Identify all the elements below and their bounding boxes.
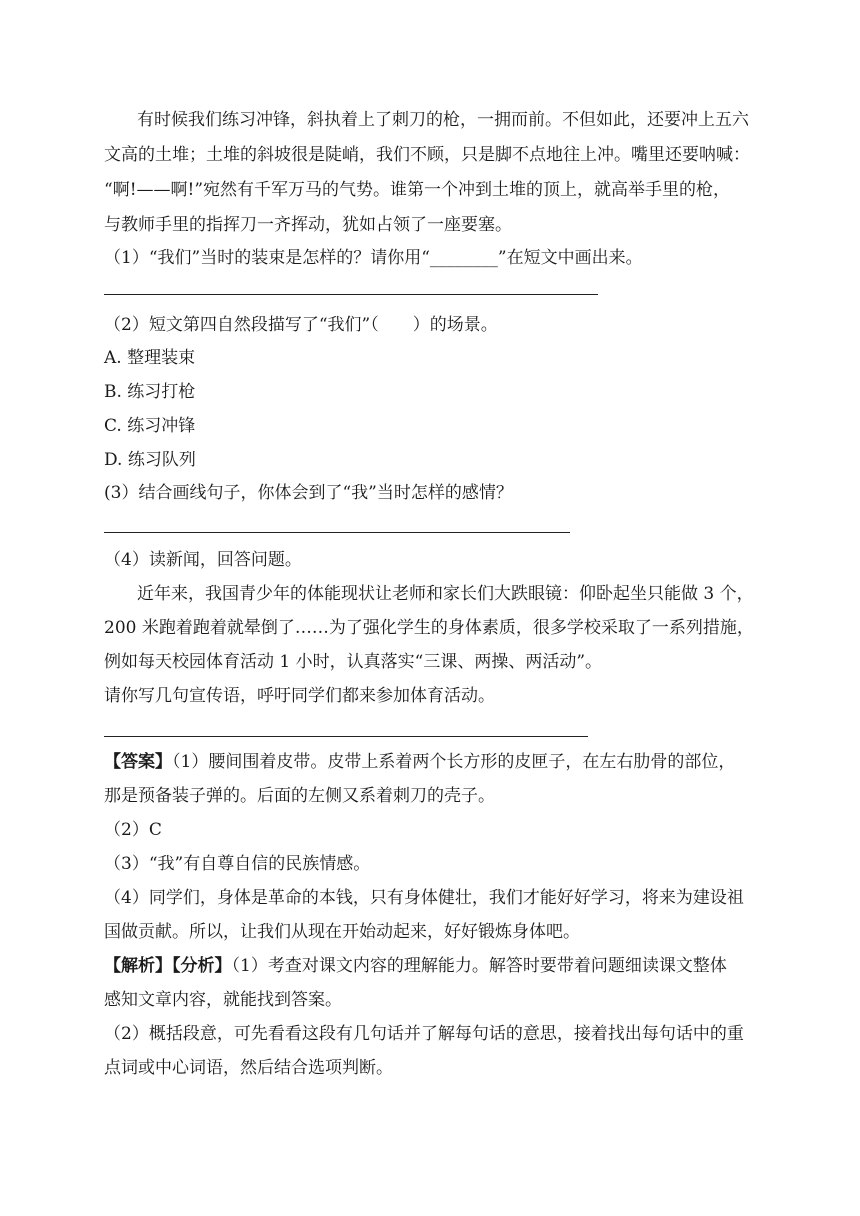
passage-line: “啊!——啊!”宛然有千军万马的气势。谁第一个冲到土堆的顶上，就高举手里的枪， [104,180,731,200]
analysis-label: 【解析】【分析】 [104,956,232,976]
news-line: 近年来，我国青少年的体能现状让老师和家长们大跌眼镜：仰卧起坐只能做 3 个， [137,584,754,604]
answer-3: （3）“我”有自尊自信的民族情感。 [104,854,371,874]
analysis-2-line: （2）概括段意，可先看看这段有几句话并了解每句话的意思，接着找出每句话中的重 [104,1024,744,1044]
question-1: （1）“我们”当时的装束是怎样的？请你用“________”在短文中画出来。 [104,248,643,268]
question-4: （4）读新闻，回答问题。 [104,550,302,570]
passage-line: 文高的土堆；土堆的斜坡很是陡峭，我们不顾，只是脚不点地往上冲。嘴里还要呐喊： [104,145,750,165]
answer-line [104,736,588,737]
question-2: （2）短文第四自然段描写了“我们”（ ）的场景。 [104,315,498,335]
answer-4-line: （4）同学们，身体是革命的本钱，只有身体健壮，我们才能好好学习，将来为建设祖 [104,888,744,908]
analysis-1-text: （1）考查对课文内容的理解能力。解答时要带着问题细读课文整体 [231,956,727,976]
option-d: D. 练习队列 [104,450,196,470]
answer-line [104,532,570,533]
option-b: B. 练习打枪 [104,382,196,402]
analysis-line [104,954,727,978]
news-line: 200 米跑着跑着就晕倒了……为了强化学生的身体素质，很多学校采取了一系列措施， [104,618,754,638]
passage-line: 与教师手里的指挥刀一齐挥动，犹如占领了一座要塞。 [104,215,512,235]
answer-1-line-2: 那是预备装子弹的。后面的左侧又系着刺刀的壳子。 [104,786,495,806]
passage-line: 有时候我们练习冲锋，斜执着上了刺刀的枪，一拥而前。不但如此，还要冲上五六 [137,110,749,130]
analysis-1-line-2: 感知文章内容，就能找到答案。 [104,990,342,1010]
answer-1-line [104,750,735,774]
news-line: 例如每天校园体育活动 1 小时，认真落实“三课、两操、两活动”。 [104,652,603,672]
option-c: C. 练习冲锋 [104,416,196,436]
question-3: (3）结合画线句子，你体会到了“我”当时怎样的感情？ [104,483,513,503]
analysis-2-line-2: 点词或中心词语，然后结合选项判断。 [104,1058,393,1078]
answer-line [104,294,598,295]
question-4-prompt: 请你写几句宣传语，呼吁同学们都来参加体育活动。 [104,686,495,706]
answer-2: （2）C [104,820,162,840]
answer-4-line-2: 国做贡献。所以，让我们从现在开始动起来，好好锻炼身体吧。 [104,922,580,942]
option-a: A. 整理装束 [104,348,196,368]
answer-label: 【答案】 [104,752,172,772]
answer-1-text: （1）腰间围着皮带。皮带上系着两个长方形的皮匣子，在左右肋骨的部位， [172,752,736,772]
